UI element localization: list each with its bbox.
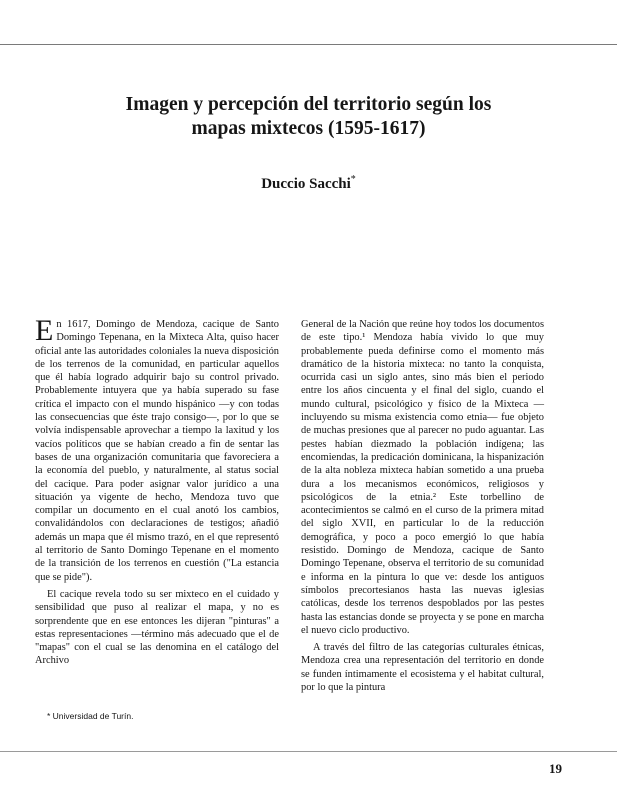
top-rule — [0, 44, 617, 45]
author-name: Duccio Sacchi — [261, 176, 351, 192]
left-paragraph-1-text: n 1617, Domingo de Mendoza, cacique de Santo Domingo Tepenana, en la Mixteca Alta, quiso hacer oficial ante las autoridades coloniales la nueva disposición de los terrenos de la comunidad, en particular aquellos que él había logrado adquirir bajo su control privado. Probablemente intuyera que ya había superado su fase crítica el impacto con el mundo hispánico —y con todas las consecuencias que éste trajo consigo—, por lo que se volvía indispensable aprovechar a tiempo la laxitud y los vacíos políticos que se habían creado a fin de sentar las bases de una organización comunitaria que favoreciera a la economía del pueblo, y naturalmente, al status social del cacique. Para poder asignar valor jurídico a una situación ya vigente de hecho, Mendoza tuvo que compilar un documento en el cual anotó los cambios, convalidándolos con declaraciones de testigos; añadió además un mapa que él mismo trazó, en el que representó al territorio de Santo Domingo Tepenane en el momento de la transición de los terrenos en cuestión ("La estancia que se pide"). — [35, 319, 279, 583]
left-paragraph-1 — [35, 314, 279, 584]
drop-cap: E — [35, 314, 54, 347]
right-paragraph-2: A través del filtro de las categorías culturales étnicas, Mendoza crea una representación del territorio en donde se funden íntimamente el ecosistema y el habitat cultural, por lo que la pintura — [301, 642, 544, 694]
footnote: * Universidad de Turín. — [47, 711, 134, 721]
author-line — [0, 174, 617, 193]
title-line-2: mapas mixtecos (1595-1617) — [191, 118, 426, 139]
left-paragraph-2: El cacique revela todo su ser mixteco en el cuidado y sensibilidad que puso al realizar el mapa, y no es sorprendente que en ese entonces les dijeran "pinturas" a estas representaciones —término más adecuado que el de "mapas" con el cual se las denomina en el catálogo del Archivo — [35, 588, 279, 667]
author-footnote-mark: * — [350, 174, 356, 185]
page-number: 19 — [549, 761, 562, 776]
article-title — [0, 93, 617, 141]
right-column — [301, 318, 544, 694]
right-paragraph-1: General de la Nación que reúne hoy todos los documentos de este tipo.¹ Mendoza había vivido lo que muy probablemente pueda definirse como el momento más dramático de la historia mixteca: no tanto la conquista, ocurrida casi un siglo antes, sino más bien el periodo entre los años cincuenta y el final del siglo, cuando el mundo cultural, psicológico y físico de la Mixteca —incluyendo su misma existencia como etnia— fue objeto de muchas presiones que al parecer no pudo aguantar. Las pestes habían diezmado la población indígena; las encomiendas, la predicación dominicana, la hispanización de la alta nobleza mixteca habían sometido a una prueba dura a los mecanismos económicos, religiosos y psicológicos de la etnia.² Este torbellino de acontecimientos se calmó en el curso de la primera mitad del siglo XVII, en particular lo de la reducción demográfica, y poco a poco emergió lo que había resistido. Domingo de Mendoza, cacique de Santo Domingo Tepenane, observa el territorio de su comunidad e informa en la pintura lo que ve: desde los antiguos símbolos precortesianos hasta las nuevas iglesias católicas, desde los terrenos despoblados por las pestes hasta las estancias donde se proyecta y se pone en marcha el nuevo ciclo productivo. — [301, 319, 544, 636]
title-line-1: Imagen y percepción del territorio según los — [125, 94, 492, 115]
bottom-rule — [0, 751, 617, 752]
left-column — [35, 314, 279, 668]
